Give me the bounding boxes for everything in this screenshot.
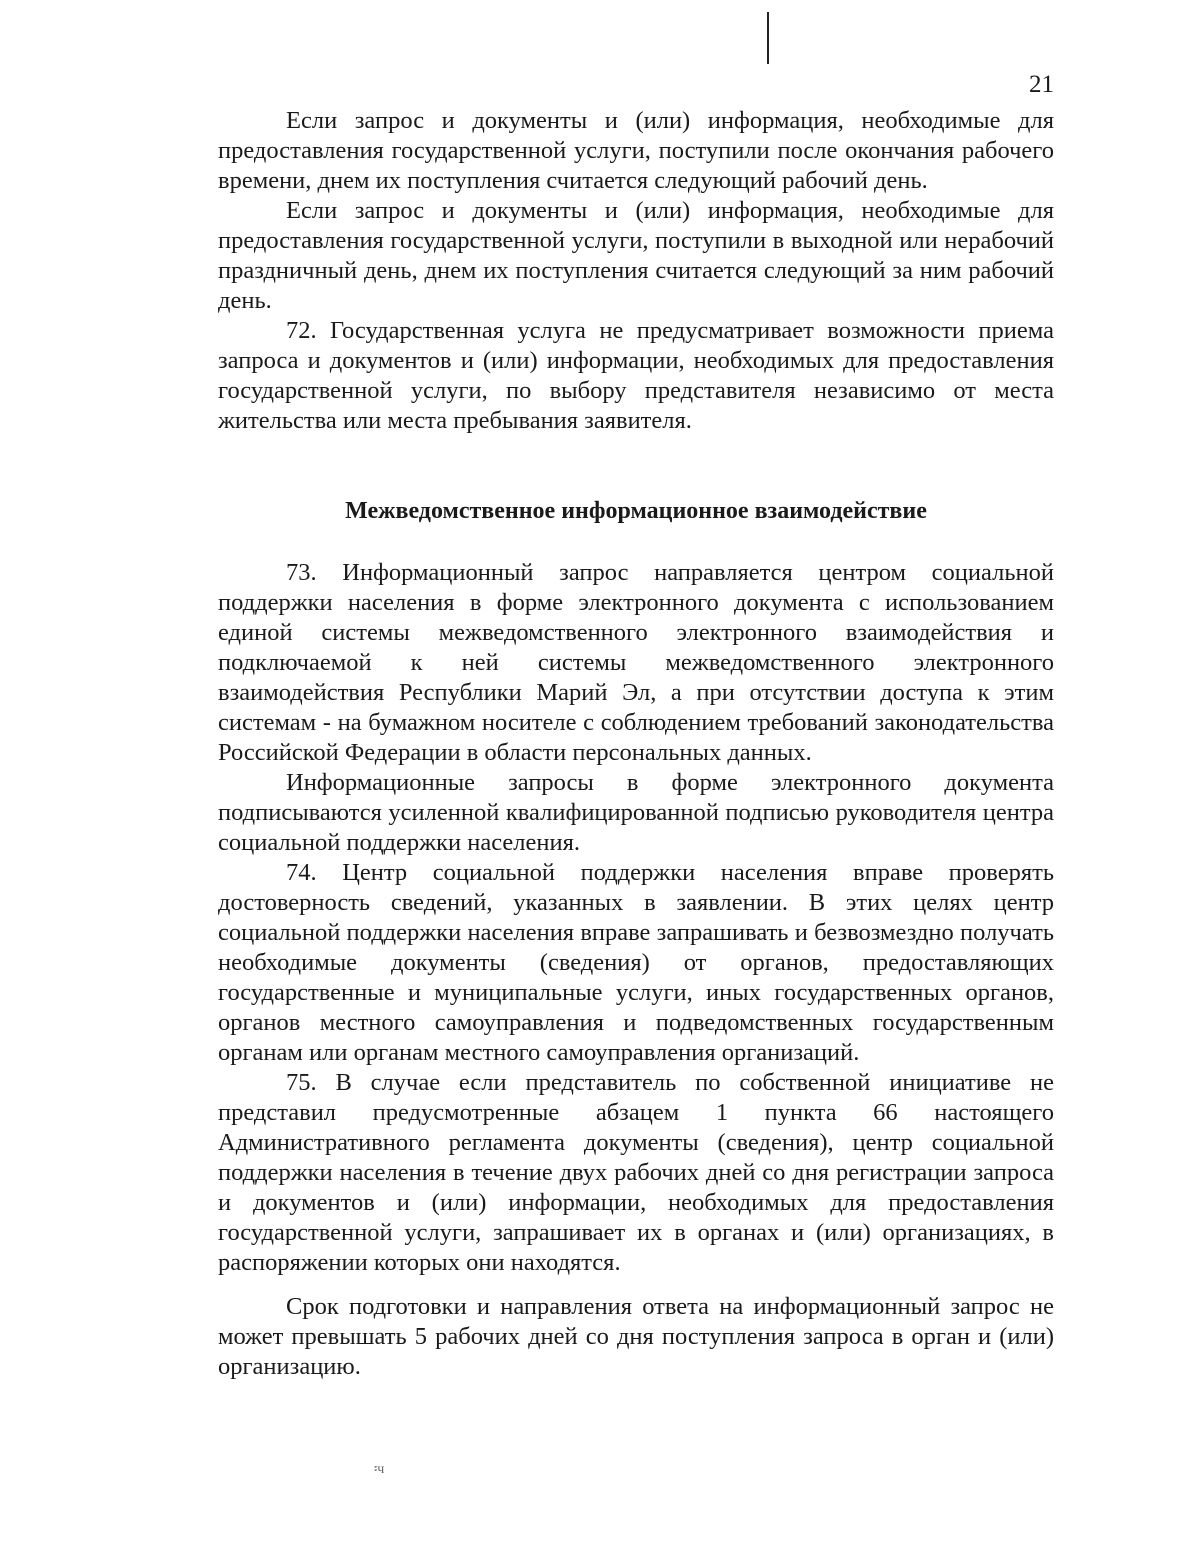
paragraph-75: 75. В случае если представитель по собственной инициативе не представил предусмотренные абзацем 1 пункта 66 настоящего Административного регламента документы (сведения), центр социальной поддержки населения в течение двух рабочих дней со дня регистрации запроса и документов и (или) информации, необходимых для предоставления государственной услуги, запрашивает их в органах и (или) организациях, в распоряжении которых они находятся. xyxy=(218,1069,1054,1276)
scan-margin-mark xyxy=(767,12,769,64)
page-number: 21 xyxy=(1029,71,1054,98)
paragraph-requests-signature: Информационные запросы в форме электронного документа подписываются усиленной квалифицированной подписью руководителя центра социальной поддержки населения. xyxy=(218,769,1054,856)
section-heading: Межведомственное информационное взаимодействие xyxy=(345,498,927,524)
paragraph-73: 73. Информационный запрос направляется центром социальной поддержки населения в форме электронного документа с использованием единой системы межведомственного электронного взаимодействия и подключаемой к ней системы межведомственного электронного взаимодействия Республики Марий Эл, а при отсутствии доступа к этим системам - на бумажном носителе с соблюдением требований законодательства Российской Федерации в области персональных данных. xyxy=(218,559,1054,766)
paragraph-72: 72. Государственная услуга не предусматривает возможности приема запроса и документов и (или) информации, необходимых для предоставления государственной услуги, по выбору представителя независимо от места жительства или места пребывания заявителя. xyxy=(218,317,1054,434)
paragraph-response-deadline: Срок подготовки и направления ответа на информационный запрос не может превышать 5 рабочих дней со дня поступления запроса в орган и (или) организацию. xyxy=(218,1293,1054,1380)
paragraph-after-hours: Если запрос и документы и (или) информация, необходимые для предоставления государственной услуги, поступили после окончания рабочего времени, днем их поступления считается следующий рабочий день. xyxy=(218,107,1054,194)
paragraph-74: 74. Центр социальной поддержки населения вправе проверять достоверность сведений, указанных в заявлении. В этих целях центр социальной поддержки населения вправе запрашивать и безвозмездно получать необходимые документы (сведения) от органов, предоставляющих государственные и муниципальные услуги, иных государственных органов, органов местного самоуправления и подведомственных государственным органам или органам местного самоуправления организаций. xyxy=(218,859,1054,1066)
paragraph-holiday: Если запрос и документы и (или) информация, необходимые для предоставления государственной услуги, поступили в выходной или нерабочий праздничный день, днем их поступления считается следующий за ним рабочий день. xyxy=(218,197,1054,314)
document-body xyxy=(218,106,1054,1382)
scan-footer-mark: ፡ч xyxy=(374,1462,385,1477)
